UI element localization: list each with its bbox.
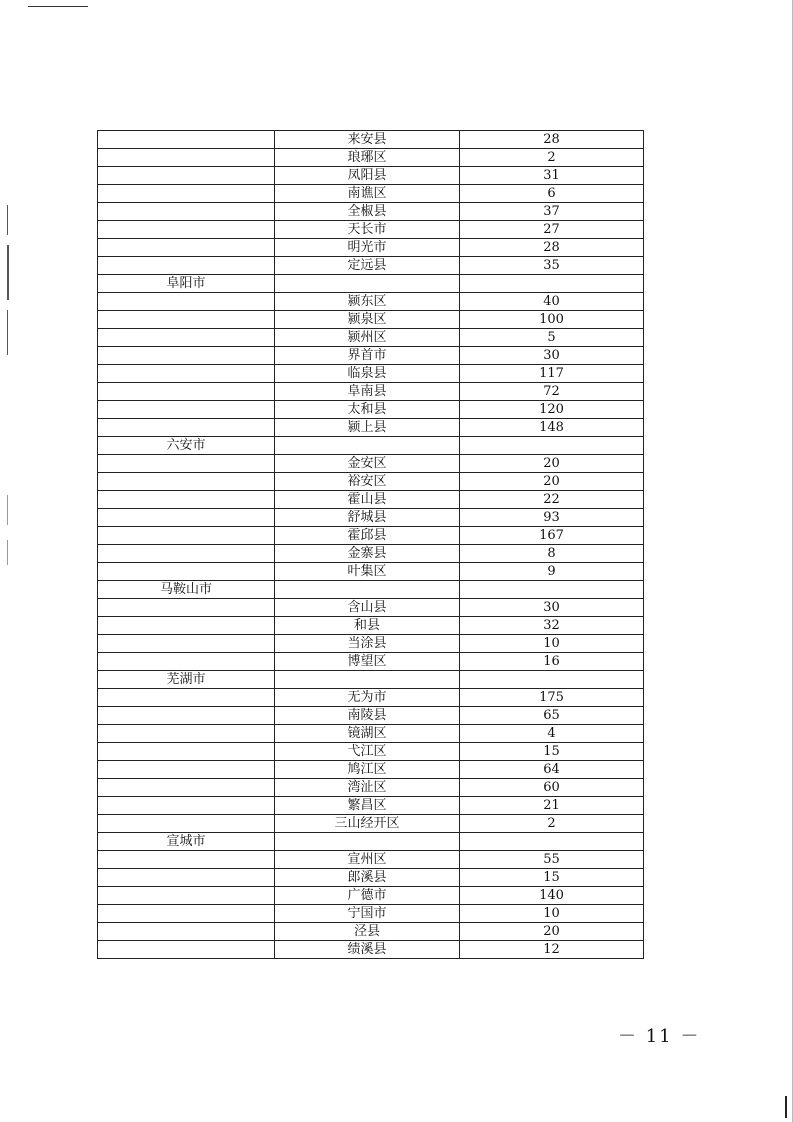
city-header-row <box>98 275 644 293</box>
table-row <box>98 761 644 779</box>
city-cell <box>98 887 275 905</box>
city-header-row <box>98 581 644 599</box>
value-cell: 72 <box>460 383 644 401</box>
value-cell: 148 <box>460 419 644 437</box>
table-row <box>98 797 644 815</box>
value-cell: 93 <box>460 509 644 527</box>
county-cell: 含山县 <box>275 599 460 617</box>
value-cell: 117 <box>460 365 644 383</box>
value-cell: 4 <box>460 725 644 743</box>
value-cell: 30 <box>460 347 644 365</box>
table-row <box>98 383 644 401</box>
value-cell: 2 <box>460 815 644 833</box>
value-cell: 10 <box>460 635 644 653</box>
table-row <box>98 221 644 239</box>
value-cell: 55 <box>460 851 644 869</box>
table-row <box>98 203 644 221</box>
binding-mark <box>7 495 8 525</box>
city-cell: 芜湖市 <box>98 671 275 689</box>
table-row <box>98 491 644 509</box>
county-cell: 南陵县 <box>275 707 460 725</box>
table-row <box>98 707 644 725</box>
value-cell: 28 <box>460 239 644 257</box>
value-cell: 16 <box>460 653 644 671</box>
table-row <box>98 941 644 959</box>
city-cell <box>98 923 275 941</box>
table-row <box>98 401 644 419</box>
county-cell: 无为市 <box>275 689 460 707</box>
county-cell <box>275 275 460 293</box>
county-cell: 宁国市 <box>275 905 460 923</box>
county-cell: 阜南县 <box>275 383 460 401</box>
table-row <box>98 473 644 491</box>
value-cell: 8 <box>460 545 644 563</box>
city-cell <box>98 743 275 761</box>
table-row <box>98 185 644 203</box>
value-cell: 5 <box>460 329 644 347</box>
corner-mark <box>773 1096 787 1118</box>
value-cell: 21 <box>460 797 644 815</box>
city-cell: 马鞍山市 <box>98 581 275 599</box>
city-cell <box>98 329 275 347</box>
city-header-row <box>98 437 644 455</box>
city-cell <box>98 167 275 185</box>
county-cell: 湾沚区 <box>275 779 460 797</box>
city-cell <box>98 203 275 221</box>
county-cell: 全椒县 <box>275 203 460 221</box>
county-cell: 霍山县 <box>275 491 460 509</box>
city-cell <box>98 455 275 473</box>
value-cell <box>460 275 644 293</box>
value-cell: 9 <box>460 563 644 581</box>
binding-mark <box>7 310 8 355</box>
table-row <box>98 617 644 635</box>
value-cell: 10 <box>460 905 644 923</box>
table-body <box>98 131 644 959</box>
value-cell <box>460 437 644 455</box>
county-cell: 泾县 <box>275 923 460 941</box>
value-cell: 30 <box>460 599 644 617</box>
county-cell: 当涂县 <box>275 635 460 653</box>
value-cell: 140 <box>460 887 644 905</box>
county-cell: 博望区 <box>275 653 460 671</box>
county-cell: 霍邱县 <box>275 527 460 545</box>
city-cell <box>98 779 275 797</box>
county-cell: 界首市 <box>275 347 460 365</box>
county-cell: 裕安区 <box>275 473 460 491</box>
value-cell: 40 <box>460 293 644 311</box>
county-data-table <box>97 130 644 959</box>
city-cell <box>98 509 275 527</box>
city-cell <box>98 563 275 581</box>
value-cell: 20 <box>460 455 644 473</box>
county-cell: 南谯区 <box>275 185 460 203</box>
city-cell <box>98 797 275 815</box>
county-cell: 来安县 <box>275 131 460 149</box>
table-row <box>98 815 644 833</box>
binding-mark <box>7 245 9 300</box>
table-row <box>98 329 644 347</box>
county-cell: 太和县 <box>275 401 460 419</box>
table-row <box>98 311 644 329</box>
value-cell: 167 <box>460 527 644 545</box>
table-row <box>98 599 644 617</box>
value-cell: 120 <box>460 401 644 419</box>
table-row <box>98 545 644 563</box>
value-cell: 31 <box>460 167 644 185</box>
city-cell <box>98 869 275 887</box>
city-cell <box>98 185 275 203</box>
county-cell <box>275 581 460 599</box>
table-row <box>98 293 644 311</box>
city-cell <box>98 635 275 653</box>
city-cell: 阜阳市 <box>98 275 275 293</box>
city-cell <box>98 257 275 275</box>
value-cell: 15 <box>460 869 644 887</box>
county-cell: 颍州区 <box>275 329 460 347</box>
county-cell: 金安区 <box>275 455 460 473</box>
county-cell: 三山经开区 <box>275 815 460 833</box>
table-row <box>98 527 644 545</box>
value-cell: 27 <box>460 221 644 239</box>
value-cell: 20 <box>460 923 644 941</box>
county-cell: 繁昌区 <box>275 797 460 815</box>
table-row <box>98 167 644 185</box>
top-rule <box>28 6 88 7</box>
value-cell: 12 <box>460 941 644 959</box>
county-cell: 镜湖区 <box>275 725 460 743</box>
binding-mark <box>7 540 8 565</box>
value-cell: 6 <box>460 185 644 203</box>
county-cell: 宣州区 <box>275 851 460 869</box>
table-row <box>98 905 644 923</box>
value-cell: 65 <box>460 707 644 725</box>
table-row <box>98 347 644 365</box>
city-cell <box>98 761 275 779</box>
city-cell <box>98 401 275 419</box>
page-number: － 11 － <box>618 1026 701 1047</box>
city-cell: 六安市 <box>98 437 275 455</box>
county-cell: 颍上县 <box>275 419 460 437</box>
city-cell <box>98 131 275 149</box>
county-cell: 鸠江区 <box>275 761 460 779</box>
table-row <box>98 725 644 743</box>
city-header-row <box>98 833 644 851</box>
county-cell: 和县 <box>275 617 460 635</box>
city-cell <box>98 365 275 383</box>
city-cell <box>98 653 275 671</box>
county-cell: 舒城县 <box>275 509 460 527</box>
table-row <box>98 419 644 437</box>
value-cell: 15 <box>460 743 644 761</box>
table-row <box>98 635 644 653</box>
city-cell <box>98 599 275 617</box>
value-cell: 175 <box>460 689 644 707</box>
table-row <box>98 869 644 887</box>
city-cell <box>98 545 275 563</box>
table-row <box>98 149 644 167</box>
city-cell <box>98 941 275 959</box>
city-cell <box>98 689 275 707</box>
table-row <box>98 653 644 671</box>
value-cell: 2 <box>460 149 644 167</box>
city-cell <box>98 149 275 167</box>
county-cell: 郎溪县 <box>275 869 460 887</box>
table-row <box>98 509 644 527</box>
table-row <box>98 851 644 869</box>
table-row <box>98 455 644 473</box>
value-cell: 28 <box>460 131 644 149</box>
table-row <box>98 689 644 707</box>
county-cell <box>275 833 460 851</box>
value-cell <box>460 671 644 689</box>
county-cell: 颍泉区 <box>275 311 460 329</box>
city-cell <box>98 707 275 725</box>
county-cell: 临泉县 <box>275 365 460 383</box>
value-cell: 100 <box>460 311 644 329</box>
value-cell: 32 <box>460 617 644 635</box>
table-row <box>98 131 644 149</box>
binding-mark <box>7 205 8 235</box>
city-cell <box>98 815 275 833</box>
value-cell: 37 <box>460 203 644 221</box>
county-cell: 叶集区 <box>275 563 460 581</box>
county-cell: 绩溪县 <box>275 941 460 959</box>
city-cell <box>98 293 275 311</box>
city-cell <box>98 311 275 329</box>
county-cell: 弋江区 <box>275 743 460 761</box>
city-cell <box>98 617 275 635</box>
county-cell: 天长市 <box>275 221 460 239</box>
value-cell <box>460 581 644 599</box>
city-cell <box>98 851 275 869</box>
city-cell <box>98 527 275 545</box>
county-cell: 广德市 <box>275 887 460 905</box>
city-cell <box>98 905 275 923</box>
county-cell: 凤阳县 <box>275 167 460 185</box>
value-cell <box>460 833 644 851</box>
table-row <box>98 563 644 581</box>
table-row <box>98 239 644 257</box>
county-cell <box>275 671 460 689</box>
city-cell <box>98 221 275 239</box>
city-cell <box>98 419 275 437</box>
county-cell: 金寨县 <box>275 545 460 563</box>
value-cell: 60 <box>460 779 644 797</box>
value-cell: 64 <box>460 761 644 779</box>
city-cell <box>98 473 275 491</box>
county-cell: 琅琊区 <box>275 149 460 167</box>
value-cell: 20 <box>460 473 644 491</box>
city-cell <box>98 491 275 509</box>
table-row <box>98 923 644 941</box>
county-cell <box>275 437 460 455</box>
city-cell <box>98 239 275 257</box>
table-row <box>98 365 644 383</box>
county-cell: 明光市 <box>275 239 460 257</box>
table-row <box>98 887 644 905</box>
city-header-row <box>98 671 644 689</box>
table-row <box>98 743 644 761</box>
county-cell: 颍东区 <box>275 293 460 311</box>
table-row <box>98 257 644 275</box>
value-cell: 22 <box>460 491 644 509</box>
city-cell: 宣城市 <box>98 833 275 851</box>
table-row <box>98 779 644 797</box>
county-cell: 定远县 <box>275 257 460 275</box>
city-cell <box>98 725 275 743</box>
city-cell <box>98 347 275 365</box>
value-cell: 35 <box>460 257 644 275</box>
city-cell <box>98 383 275 401</box>
